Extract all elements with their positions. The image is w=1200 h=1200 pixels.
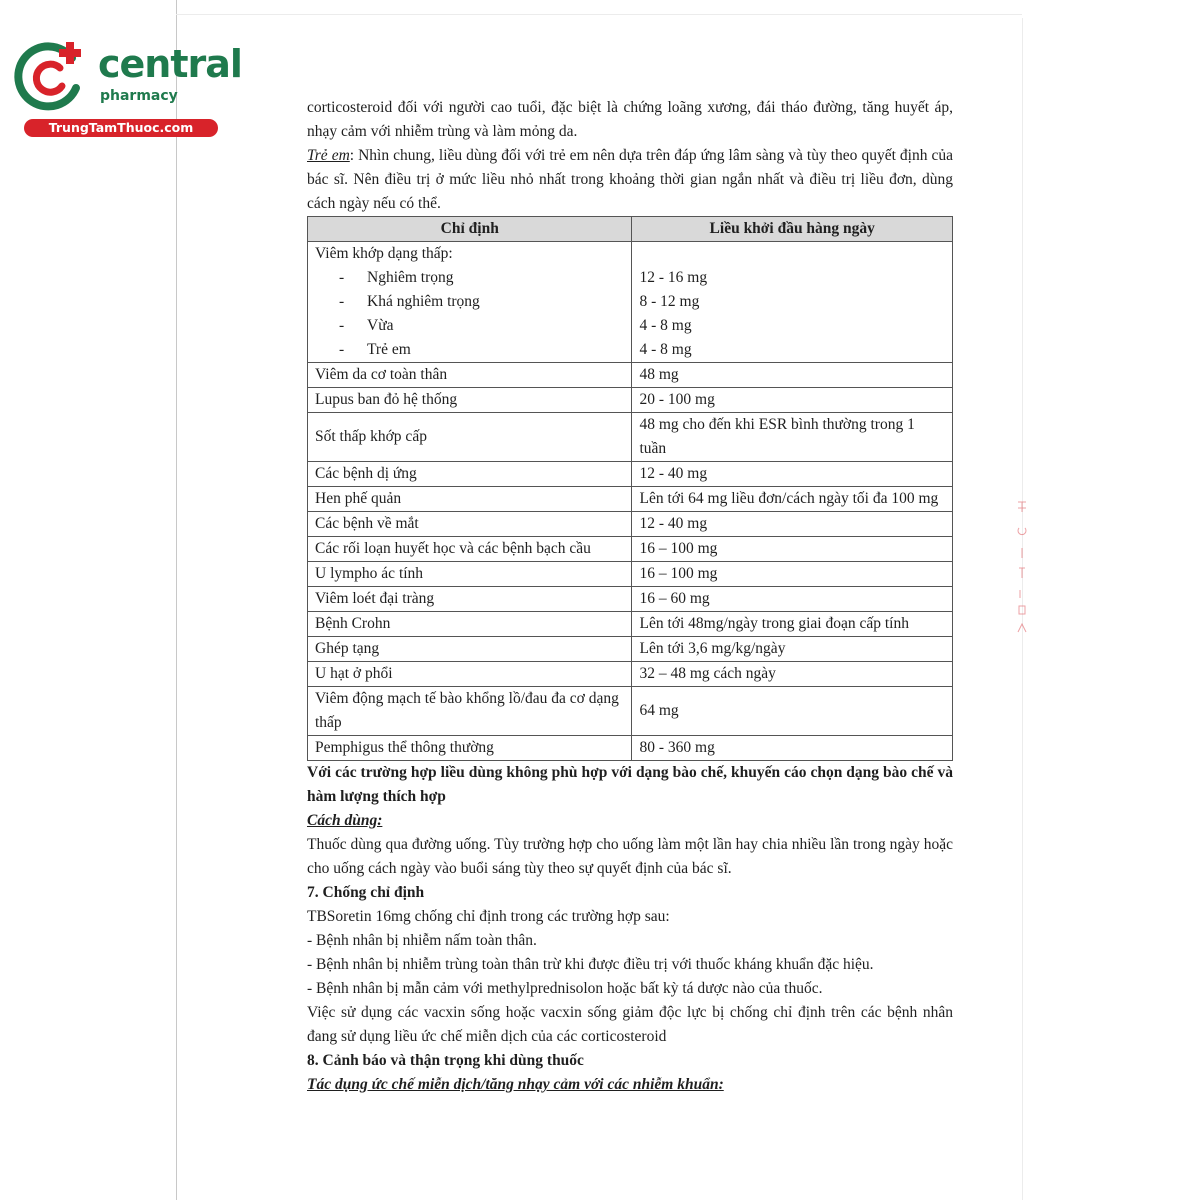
rheumatoid-item: - Vừa: [339, 317, 394, 334]
usage-text: Thuốc dùng qua đường uống. Tùy trường hợp cho uống làm một lần hay chia nhiều lần trong ngày hoặc cho uống cách ngày vào buổi sáng tùy theo sự quyết định của bác sĩ.: [307, 836, 953, 877]
children-text: : Nhìn chung, liều dùng đối với trẻ em nên dựa trên đáp ứng lâm sàng và tùy theo quyết định của bác sĩ. Nên điều trị ở mức liều nhỏ nhất trong khoảng thời gian ngắn nhất và điều trị liều đơn, dùng cách ngày nếu có thể.: [307, 147, 954, 212]
dose-cell: 16 – 100 mg: [632, 562, 953, 587]
table-row: [308, 388, 953, 413]
logo-website: TrungTamThuoc.com: [24, 119, 218, 137]
logo-wordmark: central: [98, 42, 242, 86]
dose-cell: 12 - 40 mg: [632, 462, 953, 487]
dose-cell: Lên tới 48mg/ngày trong giai đoạn cấp tính: [632, 612, 953, 637]
indication-cell: Pemphigus thể thông thường: [308, 736, 632, 761]
warnings-subheading: Tác dụng ức chế miễn dịch/tăng nhạy cảm với các nhiễm khuẩn:: [307, 1076, 724, 1093]
page-top-edge: [176, 14, 1022, 15]
rheumatoid-dose: 4 - 8 mg: [639, 317, 692, 334]
dose-cell: 16 – 60 mg: [632, 587, 953, 612]
page-left-edge: [176, 0, 177, 1200]
indication-cell: Viêm động mạch tế bào khổng lồ/đau đa cơ dạng thấp: [308, 687, 632, 736]
dose-cell: Lên tới 3,6 mg/kg/ngày: [632, 637, 953, 662]
table-row: [308, 512, 953, 537]
table-row: [308, 462, 953, 487]
rheumatoid-doses: [632, 242, 953, 363]
dose-cell: 20 - 100 mg: [632, 388, 953, 413]
rheumatoid-item: - Trẻ em: [339, 341, 411, 358]
dosage-form-note: Với các trường hợp liều dùng không phù hợp với dạng bào chế, khuyến cáo chọn dạng bào chế và hàm lượng thích hợp: [307, 764, 953, 805]
document-body: [307, 96, 953, 1097]
table-row: [308, 637, 953, 662]
dose-cell: Lên tới 64 mg liều đơn/cách ngày tối đa 100 mg: [632, 487, 953, 512]
contraindication-item: - Bệnh nhân bị mẫn cảm với methylprednisolon hoặc bất kỳ tá dược nào của thuốc.: [307, 980, 823, 997]
indication-cell: Sốt thấp khớp cấp: [308, 413, 632, 462]
dose-cell: 12 - 40 mg: [632, 512, 953, 537]
rheumatoid-indications: [308, 242, 632, 363]
warnings-heading: 8. Cảnh báo và thận trọng khi dùng thuốc: [307, 1052, 584, 1069]
rheumatoid-dose: 12 - 16 mg: [639, 269, 708, 286]
indication-cell: Các bệnh dị ứng: [308, 462, 632, 487]
contraindications-heading: 7. Chống chỉ định: [307, 884, 425, 901]
indication-cell: Ghép tạng: [308, 637, 632, 662]
table-row: [308, 736, 953, 761]
logo-subtitle: pharmacy: [100, 88, 178, 104]
indication-cell: U lympho ác tính: [308, 562, 632, 587]
indication-cell: Hen phế quản: [308, 487, 632, 512]
indication-cell: U hạt ở phổi: [308, 662, 632, 687]
indication-cell: Viêm loét đại tràng: [308, 587, 632, 612]
stamp-fragment-icon: [1012, 498, 1032, 648]
indication-cell: Các bệnh về mắt: [308, 512, 632, 537]
central-pharmacy-logo: [10, 36, 242, 136]
indication-cell: Các rối loạn huyết học và các bệnh bạch cầu: [308, 537, 632, 562]
contraindication-item: - Bệnh nhân bị nhiễm trùng toàn thân trừ khi được điều trị với thuốc kháng khuẩn đặc hiệu.: [307, 956, 874, 973]
table-row: [308, 612, 953, 637]
indication-cell: Bệnh Crohn: [308, 612, 632, 637]
rheumatoid-dose: 4 - 8 mg: [639, 341, 692, 358]
vaccine-contraindication: Việc sử dụng các vacxin sống hoặc vacxin sống giảm độc lực bị chống chỉ định trên các bệnh nhân đang sử dụng liều ức chế miễn dịch của các corticosteroid: [307, 1004, 953, 1045]
dose-cell: 32 – 48 mg cách ngày: [632, 662, 953, 687]
rheumatoid-dose: 8 - 12 mg: [639, 293, 700, 310]
intro-paragraph: corticosteroid đối với người cao tuổi, đặc biệt là chứng loãng xương, đái tháo đường, tăng huyết áp, nhạy cảm với nhiễm trùng và làm mỏng da.: [307, 99, 953, 140]
table-row: [308, 587, 953, 612]
dose-cell: 48 mg cho đến khi ESR bình thường trong 1 tuần: [632, 413, 953, 462]
table-row: [308, 363, 953, 388]
indication-cell: Viêm da cơ toàn thân: [308, 363, 632, 388]
table-header-row: [308, 217, 953, 242]
contraindication-item: - Bệnh nhân bị nhiễm nấm toàn thân.: [307, 932, 537, 949]
rheumatoid-item: - Khá nghiêm trọng: [339, 293, 480, 310]
dose-cell: 80 - 360 mg: [632, 736, 953, 761]
table-row: [308, 537, 953, 562]
header-indication: Chỉ định: [308, 217, 632, 242]
contraindications-intro: TBSoretin 16mg chống chỉ định trong các trường hợp sau:: [307, 908, 670, 925]
rheumatoid-item: - Nghiêm trọng: [339, 269, 454, 286]
dosage-table: [307, 216, 953, 761]
pharmacy-cross-logo-icon: [10, 36, 90, 116]
table-row-rheumatoid: [308, 242, 953, 363]
children-paragraph: [307, 144, 953, 216]
table-row: [308, 687, 953, 736]
dose-cell: 48 mg: [632, 363, 953, 388]
table-row: [308, 562, 953, 587]
indication-cell: Lupus ban đỏ hệ thống: [308, 388, 632, 413]
dose-cell: 64 mg: [632, 687, 953, 736]
rheumatoid-title: Viêm khớp dạng thấp:: [315, 245, 453, 262]
table-row: [308, 413, 953, 462]
usage-title: Cách dùng:: [307, 812, 383, 829]
table-row: [308, 662, 953, 687]
dose-cell: 16 – 100 mg: [632, 537, 953, 562]
children-label: Trẻ em: [307, 147, 350, 164]
side-stamp-marks: [1012, 498, 1032, 648]
header-dose: Liều khởi đầu hàng ngày: [632, 217, 953, 242]
table-row: [308, 487, 953, 512]
